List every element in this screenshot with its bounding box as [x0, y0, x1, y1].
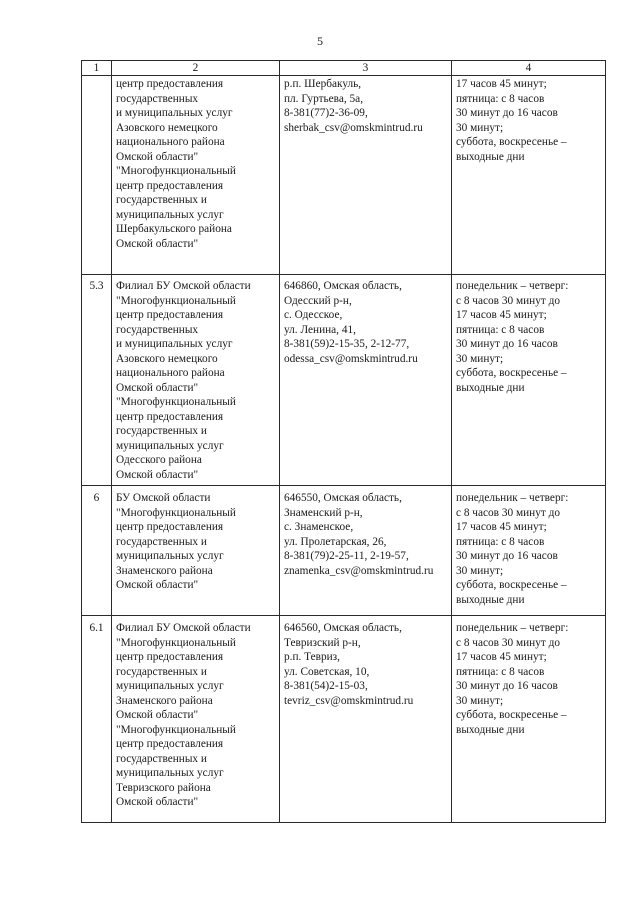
office-name-line: Азовского немецкого — [116, 352, 218, 365]
office-name-line: "Многофункциональный — [116, 506, 236, 519]
table-row — [82, 275, 606, 486]
office-name-line: муниципальных услуг — [116, 680, 224, 692]
office-address-cell — [280, 76, 452, 275]
column-header: 3 — [280, 61, 452, 76]
office-hours-line: выходные дни — [456, 593, 525, 606]
row-number: 6 — [82, 486, 112, 616]
office-name-cell — [112, 76, 280, 275]
office-name-cell — [112, 486, 280, 616]
office-hours-line: суббота, воскресенье – — [456, 136, 567, 148]
office-address-line: 8-381(54)2-15-03, — [284, 680, 368, 692]
office-hours-line: выходные дни — [456, 381, 525, 394]
office-name-line: Филиал БУ Омской области — [116, 622, 251, 634]
office-hours-line: 30 минут; — [456, 121, 504, 134]
office-name-line: "Многофункциональный — [116, 294, 236, 307]
office-hours-line: 17 часов 45 минут; — [456, 309, 547, 321]
office-address-line: 8-381(77)2-36-09, — [284, 107, 368, 119]
office-name-line: Азовского немецкого — [116, 121, 218, 134]
office-name-line: центр предоставления — [116, 309, 224, 321]
office-name-line: муниципальных услуг — [116, 208, 224, 221]
office-address-line: р.п. Шербакуль, — [284, 78, 362, 90]
office-name-line: Омской области" — [116, 150, 199, 163]
office-hours-line: выходные дни — [456, 150, 525, 163]
office-address-line: Одесский р-н, — [284, 294, 352, 307]
column-header: 1 — [82, 61, 112, 76]
office-name-line: Знаменского района — [116, 564, 213, 577]
office-hours-line: выходные дни — [456, 723, 525, 736]
page-number: 5 — [317, 34, 323, 48]
office-hours-line: понедельник – четверг: — [456, 280, 569, 292]
office-name-line: государственных и — [116, 535, 207, 548]
column-header: 4 — [452, 61, 606, 76]
office-address-line: 646860, Омская область, — [284, 280, 402, 292]
office-name-line: муниципальных услуг — [116, 550, 224, 562]
row-number: 5.3 — [82, 275, 112, 486]
office-address-line: Знаменский р-н, — [284, 506, 363, 519]
office-hours-cell — [452, 616, 606, 823]
office-name-line: Омской области" — [116, 709, 199, 721]
row-number: 6.1 — [82, 616, 112, 823]
office-hours-line: пятница: с 8 часов — [456, 535, 545, 548]
office-name-line: государственных — [116, 92, 199, 105]
office-address-line: с. Одесское, — [284, 309, 343, 321]
office-name-line: Одесского района — [116, 454, 202, 466]
office-name-line: "Многофункциональный — [116, 636, 236, 649]
office-name-line: Тевризского района — [116, 781, 211, 794]
office-hours-line: 30 минут до 16 часов — [456, 550, 558, 562]
office-hours-line: 17 часов 45 минут; — [456, 651, 547, 663]
office-hours-line: с 8 часов 30 минут до — [456, 294, 560, 307]
office-name-line: центр предоставления — [116, 179, 224, 192]
office-address-cell — [280, 616, 452, 823]
office-hours-line: суббота, воскресенье – — [456, 367, 567, 379]
office-name-line: центр предоставления — [116, 78, 224, 90]
office-address-line: tevriz_csv@omskmintrud.ru — [284, 694, 414, 707]
office-name-line: центр предоставления — [116, 521, 224, 533]
office-name-line: Омской области" — [116, 579, 199, 591]
office-hours-line: 30 минут; — [456, 694, 504, 707]
office-hours-cell — [452, 486, 606, 616]
office-name-line: государственных и — [116, 425, 207, 437]
office-address-line: ул. Пролетарская, 26, — [284, 535, 387, 548]
table-row — [82, 486, 606, 616]
office-name-line: и муниципальных услуг — [116, 338, 233, 350]
office-address-line: znamenka_csv@omskmintrud.ru — [284, 564, 434, 577]
office-hours-line: суббота, воскресенье – — [456, 579, 567, 591]
table-row — [82, 76, 606, 275]
office-name-line: Знаменского района — [116, 694, 213, 707]
office-hours-line: 30 минут; — [456, 564, 504, 577]
office-address-line: odessa_csv@omskmintrud.ru — [284, 352, 418, 365]
office-hours-line: 30 минут до 16 часов — [456, 680, 558, 692]
office-hours-line: с 8 часов 30 минут до — [456, 636, 560, 649]
office-address-line: 8-381(59)2-15-35, 2-12-77, — [284, 338, 410, 350]
office-address-line: 646560, Омская область, — [284, 622, 402, 634]
office-name-line: центр предоставления — [116, 738, 224, 750]
office-name-line: государственных — [116, 323, 199, 336]
table-header-row — [82, 61, 606, 76]
office-hours-line: 30 минут до 16 часов — [456, 338, 558, 350]
office-hours-line: 17 часов 45 минут; — [456, 78, 547, 90]
office-hours-line: пятница: с 8 часов — [456, 92, 545, 105]
office-name-line: национального района — [116, 136, 225, 148]
office-name-line: центр предоставления — [116, 651, 224, 663]
office-address-cell — [280, 486, 452, 616]
office-address-line: ул. Ленина, 41, — [284, 323, 356, 336]
office-name-line: государственных и — [116, 665, 207, 678]
office-address-line: с. Знаменское, — [284, 521, 354, 533]
office-name-line: центр предоставления — [116, 410, 224, 423]
office-hours-line: 30 минут; — [456, 352, 504, 365]
office-address-line: 8-381(79)2-25-11, 2-19-57, — [284, 550, 409, 562]
office-hours-line: 17 часов 45 минут; — [456, 521, 547, 533]
office-address-line: пл. Гуртьева, 5а, — [284, 92, 364, 105]
table-row — [82, 616, 606, 823]
office-hours-line: суббота, воскресенье – — [456, 709, 567, 721]
office-name-line: "Многофункциональный — [116, 723, 236, 736]
office-address-cell — [280, 275, 452, 486]
office-name-line: и муниципальных услуг — [116, 107, 233, 119]
office-hours-line: с 8 часов 30 минут до — [456, 506, 560, 519]
office-name-cell — [112, 616, 280, 823]
office-name-line: Шербакульского района — [116, 223, 232, 235]
office-hours-line: пятница: с 8 часов — [456, 665, 545, 678]
office-name-line: муниципальных услуг — [116, 767, 224, 779]
office-name-line: государственных и — [116, 194, 207, 206]
office-name-cell — [112, 275, 280, 486]
office-hours-line: пятница: с 8 часов — [456, 323, 545, 336]
office-address-line: 646550, Омская область, — [284, 492, 402, 504]
office-name-line: БУ Омской области — [116, 492, 211, 504]
office-name-line: Филиал БУ Омской области — [116, 280, 251, 292]
column-header: 2 — [112, 61, 280, 76]
office-address-line: ул. Советская, 10, — [284, 665, 370, 678]
office-name-line: Омской области" — [116, 796, 199, 808]
office-hours-line: понедельник – четверг: — [456, 492, 569, 504]
office-name-line: муниципальных услуг — [116, 439, 224, 452]
row-number — [82, 76, 112, 275]
offices-table — [81, 60, 606, 823]
office-hours-cell — [452, 76, 606, 275]
office-name-line: государственных и — [116, 752, 207, 765]
office-name-line: Омской области" — [116, 381, 199, 394]
office-address-line: р.п. Тевриз, — [284, 651, 340, 663]
office-hours-line: понедельник – четверг: — [456, 622, 569, 634]
office-address-line: Тевризский р-н, — [284, 636, 361, 649]
office-hours-line: 30 минут до 16 часов — [456, 107, 558, 119]
office-hours-cell — [452, 275, 606, 486]
office-name-line: "Многофункциональный — [116, 396, 236, 408]
office-name-line: Омской области" — [116, 468, 199, 481]
office-name-line: Омской области" — [116, 237, 199, 250]
office-address-line: sherbak_csv@omskmintrud.ru — [284, 121, 423, 134]
office-name-line: национального района — [116, 367, 225, 379]
office-name-line: "Многофункциональный — [116, 165, 236, 177]
